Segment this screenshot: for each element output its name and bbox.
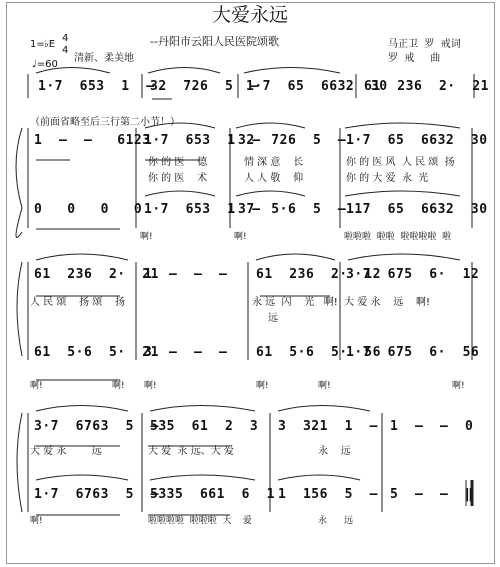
meter-top: 4 [62,33,69,44]
lyric-line: 你 的 大 爱 永 光 [346,173,429,184]
lyric-line: 啦啦啦 啦啦 啦啦啦啦 啦 [344,232,452,242]
measure: 61 236 2· 21 [364,79,489,94]
lyric-line: 啊! [112,381,125,391]
measure: 32 726 5 – [238,133,347,148]
lyric-line: 啊! [234,232,247,242]
measure: 5335 661 6 1 [150,487,275,502]
measure: 61 5·6 5· 56 [256,345,381,360]
measure: 1 156 5 – [278,487,378,502]
lyric-line: 大 爱 永 远 [30,446,102,457]
measure: 1 – – 6123 [34,133,151,148]
song-title: 大爱永远 [211,4,288,26]
lyric-line: 情 深 意 长 [244,157,304,168]
song-subtitle: --丹阳市云阳人民医院颂歌 [150,35,279,48]
measure: 117 65 6632 30 [346,202,488,217]
measure: 5 – – ‖ [390,487,474,502]
lyric-line: 啦啦啦啦 啦啦啦 大 爱 [148,516,252,526]
measure: 1·7 653 1 – [38,79,155,94]
composer-credit: 罗 戒 曲 [388,53,441,64]
meter-bottom: 4 [62,45,69,56]
measure: 61 236 2· 21 [34,267,159,282]
measure: 61 236 2· 12 [256,267,381,282]
lyric-line: 啊! [30,516,43,526]
measure: 61 5·6 5· 21 [34,345,159,360]
lyric-line: 啊! [318,381,331,391]
measure: 1·7 675 6· 56 [346,345,480,360]
lyric-line: 大 爱 永 远、大 爱 [148,446,234,457]
lyric-line: 永 远 [318,516,354,526]
key-signature: 1= [30,39,45,50]
lyricist-credit: 马正卫 罗 戒词 [388,39,461,50]
lyric-line: 啊! [452,381,465,391]
measure: 32 726 5 – [150,79,259,94]
omission-note: （前面省略至后三行第二小节！） [30,117,180,128]
lyric-line: 永 远 闪 光 啊! 大 爱 永 远 啊! [252,297,430,308]
measure: 1 – – – [144,267,228,282]
measure: 1·7 65 6632 30 [246,79,388,94]
lyric-line: 远 [268,313,278,324]
lyric-line: 啊! [144,381,157,391]
measure: 3·7 6763 5 – [34,419,159,434]
measure: 3·7 675 6· 12 [346,267,480,282]
measure: 3 321 1 – [278,419,378,434]
lyric-line: 啊! [140,232,153,242]
lyric-line: 你 的 医 风 人 民 颂 扬 [346,157,455,168]
lyric-line: 你 的 医 德 [148,157,208,168]
measure: 1·7 653 1 – [144,133,261,148]
lyric-line: 你 的 医 术 [148,173,208,184]
key-flat: ♭E [44,39,56,50]
lyric-line: 啊! [256,381,269,391]
lyric-line: 啊! [30,381,43,391]
measure: 1 – – 0 [390,419,474,434]
measure: 0 0 0 0 [34,202,143,217]
tempo-marking: ♩=60 [32,59,58,70]
measure: 37 5·6 5 – [238,202,347,217]
lyric-line: 人 民 颂 扬 颂 扬 [30,297,125,308]
measure: 1·7 65 6632 30 [346,133,488,148]
measure: 3 – – – [144,345,228,360]
lyric-line: 永 远 [318,446,351,457]
lyric-line: 人 人 敬 仰 [244,173,304,184]
style-marking: 清新、柔美地 [74,53,134,64]
measure: 1·7 6763 5 – [34,487,159,502]
measure: 535 61 2 3 [150,419,259,434]
measure: 1·7 653 1 – [144,202,261,217]
